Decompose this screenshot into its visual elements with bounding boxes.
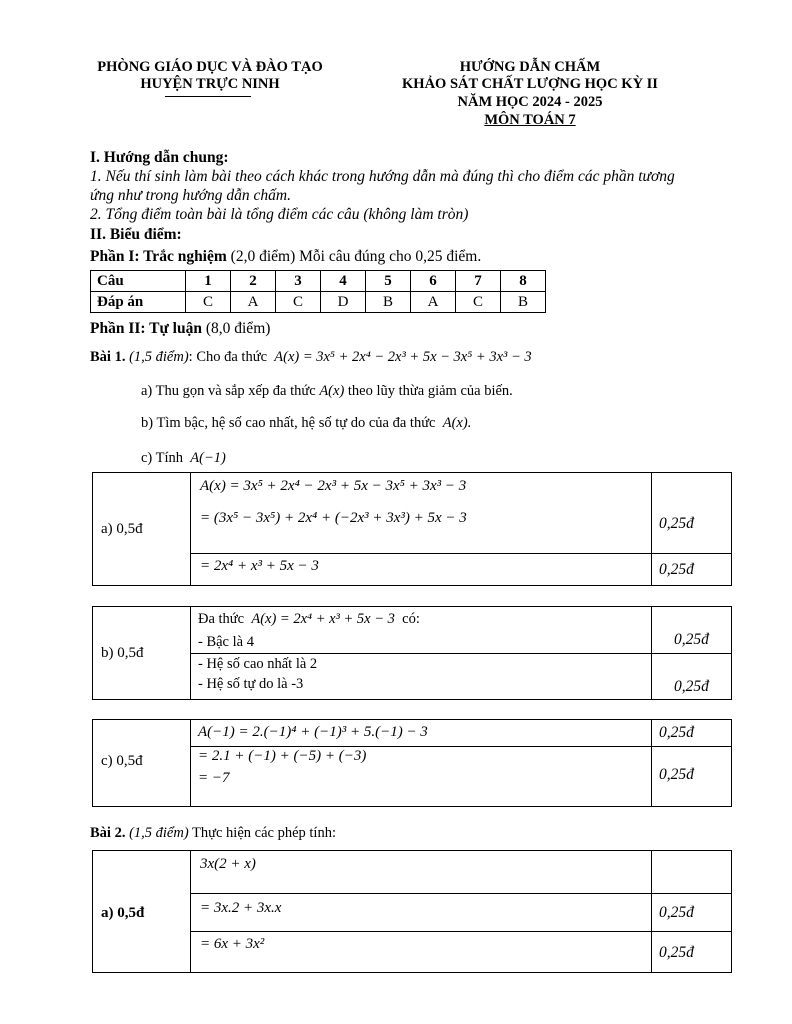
part-label: c) 0,5đ: [101, 753, 143, 769]
mc-question: 2: [231, 271, 276, 292]
step-line: [198, 611, 420, 628]
mc-answer: C: [276, 292, 321, 313]
bai1-heading: [90, 349, 532, 366]
bai2-intro: Thực hiện các phép tính:: [188, 825, 336, 841]
mc-row-label: Đáp án: [91, 292, 186, 313]
bai1-question-c: [141, 450, 226, 467]
school-year: NĂM HỌC 2024 - 2025: [457, 94, 603, 110]
score: 0,25đ: [659, 561, 694, 578]
header-underline: [165, 96, 251, 97]
bai2-points: (1,5 điểm): [129, 825, 189, 841]
part2-label: Phần II: Tự luận: [90, 320, 202, 337]
mc-answer: D: [321, 292, 366, 313]
doc-title: HƯỚNG DẪN CHẤM: [459, 59, 601, 75]
mc-question: 8: [501, 271, 546, 292]
bai1-question-b: [141, 415, 471, 432]
column-divider: [651, 473, 652, 585]
row-divider: [190, 893, 731, 894]
part1-desc: (2,0 điểm) Mỗi câu đúng cho 0,25 điểm.: [226, 248, 482, 265]
score: 0,25đ: [659, 515, 694, 532]
score: 0,25đ: [674, 678, 709, 695]
mc-row-label: Câu: [91, 271, 186, 292]
answer-table-1a: [92, 472, 732, 586]
score: 0,25đ: [659, 944, 694, 961]
part1-label: Phần I: Trắc nghiệm: [90, 248, 227, 265]
bai1-points: (1,5 điểm): [129, 349, 189, 365]
part-label: b) 0,5đ: [101, 645, 144, 661]
part-label: a) 0,5đ: [101, 521, 143, 537]
row-divider: [190, 746, 731, 747]
statement-text: Đa thức: [198, 611, 245, 627]
step-line: = −7: [198, 770, 230, 786]
question-b-symbol: A(x).: [442, 415, 472, 431]
note2: 2. Tổng điểm toàn bài là tổng điểm các câu (không làm tròn): [90, 206, 469, 223]
mc-question: 1: [186, 271, 231, 292]
step-line: = 2x⁴ + x³ + 5x − 3: [200, 558, 319, 574]
mc-answer-row: [91, 292, 546, 313]
column-divider: [190, 473, 191, 585]
step-line: A(x) = 3x⁵ + 2x⁴ − 2x³ + 5x − 3x⁵ + 3x³ − 3: [200, 478, 467, 494]
question-c-symbol: A(−1): [190, 450, 226, 466]
score: 0,25đ: [659, 724, 694, 741]
column-divider: [190, 720, 191, 806]
score: 0,25đ: [659, 904, 694, 921]
part1-heading: [90, 248, 481, 266]
answer-table-2a: [92, 850, 732, 973]
exam-title: KHẢO SÁT CHẤT LƯỢNG HỌC KỲ II: [402, 76, 658, 92]
column-divider: [190, 851, 191, 972]
district-name: HUYỆN TRỰC NINH: [140, 76, 280, 92]
step-line: A(−1) = 2.(−1)⁴ + (−1)³ + 5.(−1) − 3: [198, 724, 428, 740]
mc-question: 6: [411, 271, 456, 292]
step-line: = 3x.2 + 3x.x: [200, 900, 282, 916]
mc-question: 3: [276, 271, 321, 292]
question-a-symbol: A(x): [319, 383, 345, 399]
section1-title: I. Hướng dẫn chung:: [90, 149, 229, 166]
score: 0,25đ: [659, 766, 694, 783]
bai2-label: Bài 2.: [90, 825, 126, 841]
column-divider: [651, 720, 652, 806]
mc-answer: B: [501, 292, 546, 313]
row-divider: [190, 653, 731, 654]
bai1-intro: : Cho đa thức: [188, 349, 268, 365]
question-c-text: c) Tính: [141, 450, 184, 466]
note1-line2: ứng như trong hướng dẫn chấm.: [90, 187, 291, 204]
part2-desc: (8,0 điểm): [201, 320, 271, 337]
step-line: 3x(2 + x): [200, 856, 256, 872]
mc-question: 4: [321, 271, 366, 292]
step-line: = 2.1 + (−1) + (−5) + (−3): [198, 748, 367, 764]
subject: MÔN TOÁN 7: [484, 112, 576, 128]
step-line: - Hệ số cao nhất là 2: [198, 656, 318, 672]
bai1-polynomial: A(x) = 3x⁵ + 2x⁴ − 2x³ + 5x − 3x⁵ + 3x³ − 3: [274, 349, 532, 365]
step-line: = (3x⁵ − 3x⁵) + 2x⁴ + (−2x³ + 3x³) + 5x − 3: [200, 510, 467, 526]
answer-table-1c: [92, 719, 732, 807]
department-name: PHÒNG GIÁO DỤC VÀ ĐÀO TẠO: [97, 59, 323, 75]
column-divider: [651, 851, 652, 972]
step-line: - Bậc là 4: [198, 634, 254, 650]
row-divider: [190, 931, 731, 932]
mc-answer: A: [411, 292, 456, 313]
question-a-tail: theo lũy thừa giảm của biến.: [347, 383, 513, 399]
bai1-label: Bài 1.: [90, 349, 126, 365]
mc-question: 5: [366, 271, 411, 292]
score: 0,25đ: [674, 631, 709, 648]
mc-answer: C: [186, 292, 231, 313]
mc-answer: A: [231, 292, 276, 313]
bai2-heading: [90, 825, 336, 842]
mc-answer: B: [366, 292, 411, 313]
mc-answer: C: [456, 292, 501, 313]
mc-question-row: [91, 271, 546, 292]
answer-table-1b: [92, 606, 732, 700]
note1-line1: 1. Nếu thí sinh làm bài theo cách khác trong hướng dẫn mà đúng thì cho điểm các phần tương: [90, 168, 675, 185]
statement-tail: có:: [402, 611, 420, 627]
question-b-text: b) Tìm bậc, hệ số cao nhất, hệ số tự do của đa thức: [141, 415, 436, 431]
row-divider: [190, 553, 731, 554]
mc-answer-table: [90, 270, 546, 313]
question-a-text: a) Thu gọn và sắp xếp đa thức: [141, 383, 316, 399]
part2-heading: [90, 320, 270, 338]
part-label: a) 0,5đ: [101, 905, 145, 921]
step-line: - Hệ số tự do là -3: [198, 676, 304, 692]
bai1-question-a: [141, 383, 513, 400]
section2-title: II. Biểu điểm:: [90, 226, 182, 243]
statement-math: A(x) = 2x⁴ + x³ + 5x − 3: [251, 611, 395, 627]
mc-question: 7: [456, 271, 501, 292]
step-line: = 6x + 3x²: [200, 936, 265, 952]
